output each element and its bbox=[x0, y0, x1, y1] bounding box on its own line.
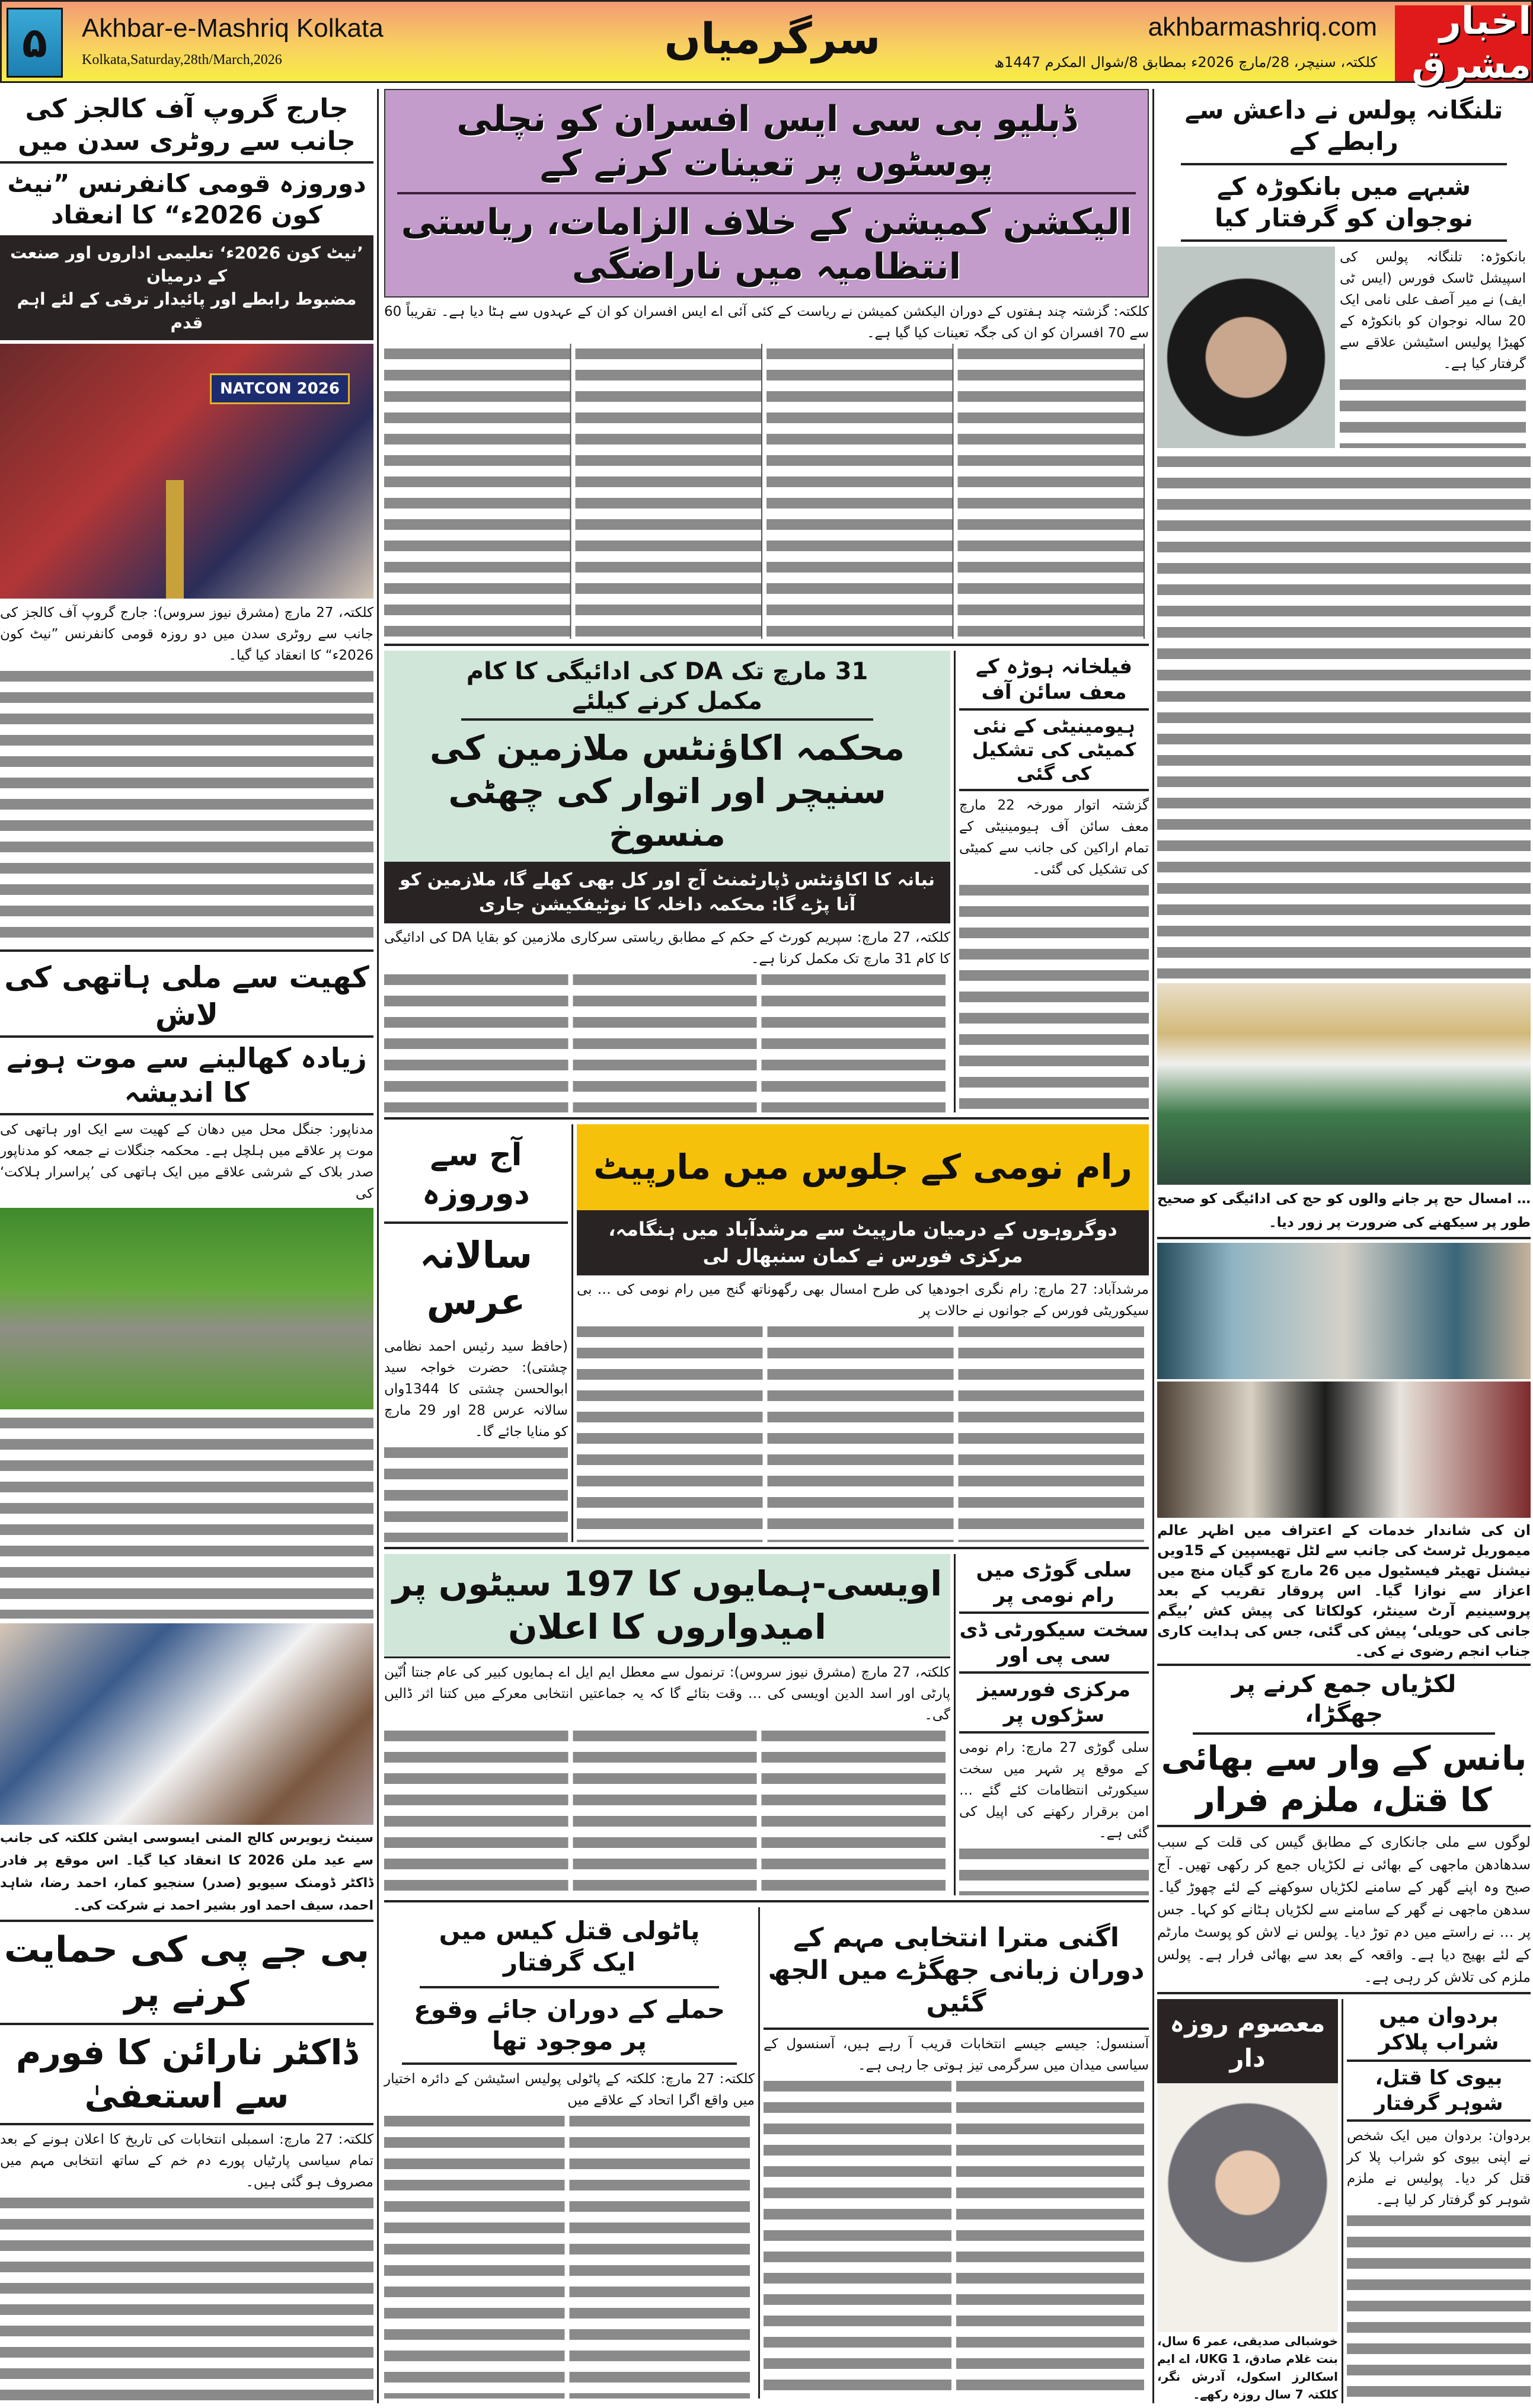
column-divider bbox=[377, 89, 379, 2403]
bottom-section bbox=[384, 1902, 1149, 2403]
article-body bbox=[384, 2068, 755, 2399]
text-lines bbox=[384, 344, 1149, 639]
text-lines bbox=[0, 666, 373, 945]
article-lead-text: مرشدآباد: 27 مارچ: رام نگری اجودھیا کی طرح امسال بھی رگھوناتھ گنج میں رام نومی کی … بی سیکوریٹی فورس کے جوانوں نے حالات پر bbox=[577, 1281, 1149, 1319]
article-lead-text: کلکتہ: گزشتہ چند ہفتوں کے دوران الیکشن کمیشن نے ریاست کے کئی آئی اے ایس افسران کو ان کے عہدوں سے ہٹا دیا ہے۔ تقریباً 60 سے 70 افسران کو ان کی جگہ تعینات کیا گیا ہے۔ bbox=[384, 304, 1149, 341]
lead-headline-box bbox=[384, 89, 1149, 298]
article-body bbox=[1347, 2125, 1531, 2403]
ramnavami-article-body bbox=[577, 1279, 1149, 1543]
column-divider bbox=[1152, 89, 1154, 2403]
article-body bbox=[1340, 247, 1526, 448]
text-lines bbox=[384, 970, 950, 1113]
headline: سالانہ عرس bbox=[419, 1233, 533, 1323]
right-column bbox=[1157, 89, 1531, 2403]
lead-section bbox=[384, 89, 1149, 646]
website-link[interactable]: akhbarmashriq.com bbox=[1148, 12, 1377, 41]
article-lead-text: مدناپور: جنگل محل میں دھان کے کھیت سے ایک اور ہاتھی کی موت پر علاقے میں ہلچل ہے۔ محکمہ جنگلات نے جمعہ کو مدناپور صدر بلاک کے شرشی علاقے میں ایک ہاتھی کی ’پراسرار ہلاکت‘ کی bbox=[0, 1122, 373, 1202]
child-photo bbox=[1157, 2083, 1338, 2332]
section-title: سرگرمیاں bbox=[664, 14, 881, 63]
text-lines bbox=[1157, 452, 1531, 978]
suspect-photo bbox=[1157, 247, 1335, 448]
headline: الیکشن کمیشن کے خلاف الزامات، ریاستی انتظامیہ میں ناراضگی bbox=[401, 202, 1132, 287]
da-article-body bbox=[384, 927, 950, 1113]
headline: ڈبلیو بی سی ایس افسران کو نچلی پوسٹوں پر تعینات کرنے کے bbox=[397, 97, 1136, 194]
newspaper-logo: اخبار مشرق bbox=[1395, 5, 1531, 81]
headline: زیادہ کھالینے سے موت ہونے کا اندیشہ bbox=[0, 1038, 373, 1115]
article-agnimitra bbox=[764, 1907, 1149, 2399]
text-lines bbox=[959, 880, 1149, 1112]
photo-caption: … امسال حج پر جانے والوں کو حج کی ادائیگی کو صحیح طور پر سیکھنے کی ضرورت پر زور دیا۔ bbox=[1157, 1191, 1531, 1231]
lamp-icon bbox=[166, 480, 184, 599]
article-lead-text: کلکتہ: 27 مارچ: اسمبلی انتخابات کی تاریخ کا اعلان ہونے کے بعد تمام سیاسی پارٹیاں پورے دم خم کے ساتھ انتخابی مہم میں مصروف ہو گئی ہیں۔ bbox=[0, 2132, 373, 2190]
article-lead-text: کلکتہ: 27 مارچ: کلکتہ کے پاٹولی پولیس اسٹیشن کے دائرہ اختیار میں واقع اگرا اتحاد کے علاقے میں bbox=[384, 2071, 755, 2109]
article-lead-text: (حافظ سید رئیس احمد نظامی چشتی): حضرت خواجہ سید ابوالحسن چشتی کا 1344واں سالانہ عرس 28 اور 29 مارچ کو منایا جائے گا۔ bbox=[384, 1339, 569, 1440]
headline: دوروزہ قومی کانفرنس ”نیٹ کون 2026ء“ کا انعقاد bbox=[7, 169, 366, 229]
banner-line: ’نیٹ کون 2026ء‘ تعلیمی اداروں اور صنعت کے درمیان bbox=[10, 243, 363, 286]
da-section bbox=[384, 646, 1149, 1120]
article-lead-text: بردوان: بردوان میں ایک شخص نے اپنی بیوی کو شراب پلا کر قتل کر دیا۔ پولیس نے ملزم شوہر کو گرفتار کر لیا ہے۔ bbox=[1347, 2128, 1531, 2208]
article-body bbox=[384, 1336, 568, 1542]
article-lead-text: کلکتہ، 27 مارچ (مشرق نیوز سروس): ترنمول سے معطل ایم ایل اے ہمایوں کبیر کی عام جنتا اُنّین پارٹی اور اسد الدین اویسی کی … وقت بتائے گا کہ یہ جماعتیں انتخابی معرکے میں کتنا اثر ڈالیں گی۔ bbox=[384, 1665, 950, 1723]
headline: سخت سیکورٹی ڈی سی پی اور bbox=[959, 1614, 1149, 1674]
page-number-badge: ۵ bbox=[7, 8, 63, 78]
headline: جارج گروپ آف کالجز کی جانب سے روٹری سدن میں bbox=[0, 89, 373, 164]
article-patuli bbox=[384, 1907, 755, 2399]
elephant-photo bbox=[0, 1208, 373, 1409]
da-headline-box bbox=[384, 651, 950, 862]
theatre-award-photo bbox=[1157, 1243, 1531, 1379]
photo-caption: خوشبالی صدیقی، عمر 6 سال، بنت غلام صادق، 1 UKG، اے ایم اسکالرز اسکول، آدرش نگر، کلکتہ 7 سال روزہ رکھے۔ bbox=[1157, 2334, 1338, 2401]
article-lead-text: کلکتہ، 27 مارچ: سپریم کورٹ کے حکم کے مطابق ریاستی سرکاری ملازمین کو بقایا DA کی ادائیگی کا کام 31 مارچ تک مکمل کرنا ہے۔ bbox=[384, 929, 950, 967]
article-body bbox=[959, 1737, 1149, 1895]
divider bbox=[1157, 1992, 1531, 1994]
article-lead-text: گزشتہ اتوار مورخہ 22 مارچ معف سائن آف ہیومینیٹی کے تمام اراکین کی جانب سے کمیٹی کی تشکیل کی گئی۔ bbox=[959, 798, 1149, 878]
article-body: لوگوں سے ملی جانکاری کے مطابق گیس کی قلت کے سبب سدھادھن ماجھی کے بھائی نے لکڑیاں جمع کر رکھی تھیں۔ آج صبح وہ اپنے گھر کے سامنے لکڑیاں سوکھنے کے لئے چھوڑ گیا۔ سدھن ماجھی نے گھر کے سامنے سے لکڑیاں ہٹانے کو کہا۔ جس پر … نے راستے میں دم توڑ دیا۔ پولس نے لاش کو پوسٹ مارٹم کے لئے بھیج دیا ہے۔ واقعہ کے بعد سے بھائی فرار ہے۔ پولس ملزم کی تلاش کر رہی ہے۔ bbox=[1157, 1834, 1531, 1986]
text-lines bbox=[0, 2193, 373, 2403]
owaisi-article-body bbox=[384, 1662, 950, 1895]
text-lines bbox=[1340, 375, 1526, 448]
owaisi-headline: اویسی-ہمایوں کا 197 سیٹوں پر امیدواروں کا اعلان bbox=[384, 1554, 950, 1658]
headline: بیوی کا قتل، شوہر گرفتار bbox=[1347, 2062, 1531, 2122]
kicker: 31 مارچ تک DA کی ادائیگی کا کام مکمل کرنے کیلئے bbox=[461, 654, 873, 721]
subheadline-banner bbox=[0, 235, 373, 340]
hajj-camp-photo bbox=[1157, 983, 1531, 1185]
text-lines bbox=[0, 1413, 373, 1619]
paper-name-english: Akhbar-e-Mashriq Kolkata bbox=[82, 14, 384, 43]
headline: شبہے میں بانکوڑہ کے نوجوان کو گرفتار کیا bbox=[1181, 165, 1507, 242]
text-lines bbox=[384, 2111, 755, 2399]
article-body-continued bbox=[0, 1413, 373, 1619]
photo-caption: ان کی شاندار خدمات کے اعتراف میں اظہر عالم میموریل ٹرسٹ کی جانب سے لٹل تھیسپین کے 15ویں نیشنل تھیٹر فیسٹیول میں 26 مارچ کو گیان منچ میں اعزاز سے نوازا گیا۔ اس پروقار تقریب کے بعد پروسینیم آرٹ سینٹر، کولکاتا کی پیش کش ’بیگم جانی کی حویلی‘ پیش کی گئی، جس کی ہدایت کاری جناب انجم رضوی نے کی۔ bbox=[1157, 1522, 1531, 1660]
headline: سلی گوڑی میں رام نومی پر bbox=[959, 1554, 1149, 1614]
article-urs bbox=[384, 1124, 568, 1542]
theatre-stage-photo bbox=[1157, 1382, 1531, 1518]
column-divider bbox=[758, 1907, 760, 2399]
headline: پاٹولی قتل کیس میں ایک گرفتار bbox=[420, 1907, 719, 1988]
text-lines bbox=[384, 1443, 568, 1542]
article-body bbox=[0, 2129, 373, 2403]
column-divider bbox=[1342, 1999, 1343, 2403]
headline: کھیت سے ملی ہاتھی کی لاش bbox=[0, 957, 373, 1038]
article-lead-text: آسنسول: جیسے جیسے انتخابات قریب آ رہے ہیں، آسنسول کے سیاسی میدان میں سرگرمی تیز ہوتی جا رہی ہے۔ bbox=[764, 2036, 1149, 2074]
date-urdu: کلکتہ، سنیچر، 28/مارچ 2026ء بمطابق 8/شوال المکرم 1447ھ bbox=[994, 54, 1377, 71]
headline: لکڑیاں جمع کرنے پر جھگڑا، bbox=[1193, 1666, 1495, 1735]
headline: بردوان میں شراب پلاکر bbox=[1347, 1999, 1531, 2062]
ramnavami-headline: رام نومی کے جلوس میں مارپیٹ bbox=[577, 1124, 1149, 1210]
article-owaisi bbox=[384, 1554, 950, 1895]
text-lines bbox=[959, 1844, 1149, 1895]
headline: حملے کے دوران جائے وقوع پر موجود تھا bbox=[402, 1988, 737, 2065]
left-column bbox=[0, 89, 373, 2403]
natcon-photo bbox=[0, 344, 373, 599]
da-subheadline-bar: نبانہ کا اکاؤنٹس ڈپارٹمنٹ آج اور کل بھی کھلے گا، ملازمین کو آنا پڑے گا: محکمہ داخلہ کا نوٹیفکیشن جاری bbox=[384, 862, 950, 923]
ramnavami-subheadline-bar: دوگروہوں کے درمیان مارپیٹ سے مرشدآباد میں ہنگامہ، مرکزی فورس نے کمان سنبھال لی bbox=[577, 1210, 1149, 1275]
article-body-continued bbox=[1157, 452, 1531, 978]
headline: مرکزی فورسیز سڑکوں پر bbox=[959, 1674, 1149, 1734]
eid-milan-photo bbox=[0, 1623, 373, 1825]
column-divider bbox=[571, 1124, 573, 1542]
headline: محکمہ اکاؤنٹس ملازمین کی سنیچر اور اتوار کی چھٹی منسوخ bbox=[429, 728, 905, 855]
column-divider bbox=[954, 1554, 956, 1895]
article-felkhana bbox=[959, 651, 1149, 1112]
article-lead-text: سلی گوڑی 27 مارچ: رام نومی کے موقع پر شہر میں سخت سیکورٹی انتظامات کئے گئے … امن برقرار رکھنے کی اپیل کی گئی ہے۔ bbox=[959, 1740, 1149, 1841]
headline: ہیومینیٹی کے نئی کمیٹی کی تشکیل کی گئی bbox=[959, 711, 1149, 791]
middle-column bbox=[384, 89, 1149, 2403]
text-lines bbox=[764, 2076, 1149, 2399]
text-lines bbox=[384, 1726, 950, 1895]
ramnavami-section bbox=[384, 1120, 1149, 1549]
column-divider bbox=[954, 651, 956, 1112]
article-da bbox=[384, 651, 950, 1112]
headline: بانس کے وار سے بھائی کا قتل، ملزم فرار bbox=[1157, 1735, 1531, 1827]
headline: اگنی مترا انتخابی مہم کے دوران زبانی جھگڑے میں الجھ گئیں bbox=[764, 1907, 1149, 2030]
article-telangana bbox=[1157, 247, 1531, 448]
article-ramnavami bbox=[577, 1124, 1149, 1542]
article-burdwan bbox=[1347, 1999, 1531, 2403]
photo-caption: سینٹ زیویرس کالج المنی ایسوسی ایشن کلکتہ کی جانب سے عید ملن 2026 کا انعقاد کیا گیا۔ اس موقع پر فادر ڈاکٹر ڈومنک سیویو (صدر) سنجیو کمار، احمد رضا، شاہد احمد، سیف احمد اور بشیر احمد نے شرکت کی۔ bbox=[0, 1825, 373, 1922]
text-lines bbox=[1347, 2211, 1531, 2403]
headline: معصوم روزہ دار bbox=[1157, 1999, 1338, 2083]
text-lines bbox=[577, 1322, 1149, 1543]
article-body bbox=[0, 602, 373, 945]
article-body bbox=[764, 2033, 1149, 2399]
article-lead-text: بانکوڑہ: تلنگانہ پولس کی اسپیشل ٹاسک فورس (ایس ٹی ایف) نے میر آصف علی نامی ایک 20 سالہ نوجوان کو بانکوڑہ کے کھیڑا پولیس اسٹیشن علاقے سے گرفتار کیا ہے۔ bbox=[1340, 250, 1526, 372]
divider bbox=[1157, 1237, 1531, 1239]
article-lead-text: کلکتہ، 27 مارچ (مشرق نیوز سروس): جارج گروپ آف کالجز کی جانب سے روٹری سدن میں دو روزہ قومی کانفرنس ”نیٹ کون 2026ء“ کا انعقاد کیا گیا۔ bbox=[0, 605, 374, 663]
masthead bbox=[0, 0, 1533, 87]
headline: تلنگانہ پولس نے داعش سے رابطے کے bbox=[1181, 89, 1507, 165]
article-body bbox=[959, 795, 1149, 1112]
lead-article-body bbox=[384, 301, 1149, 639]
natcon-banner-text: NATCON 2026 bbox=[210, 373, 350, 404]
headline: بی جے پی کی حمایت کرنے پر bbox=[0, 1922, 373, 2025]
banner-line: مضبوط رابطے اور پائیدار ترقی کے لئے اہم قدم bbox=[17, 289, 357, 332]
date-english: Kolkata,Saturday,28th/March,2026 bbox=[82, 52, 282, 68]
bottom-right-section bbox=[1157, 1999, 1531, 2403]
owaisi-section bbox=[384, 1549, 1149, 1902]
divider bbox=[0, 949, 373, 952]
article-siliguri bbox=[959, 1554, 1149, 1895]
headline: ڈاکٹر نارائن کا فورم سے استعفیٰ bbox=[0, 2025, 373, 2125]
headline: فیلخانہ ہوڑہ کے معف سائن آف bbox=[959, 651, 1149, 711]
article-body bbox=[0, 1119, 373, 1204]
headline: آج سے دوروزہ bbox=[384, 1124, 568, 1224]
article-rozedar bbox=[1157, 1999, 1338, 2403]
